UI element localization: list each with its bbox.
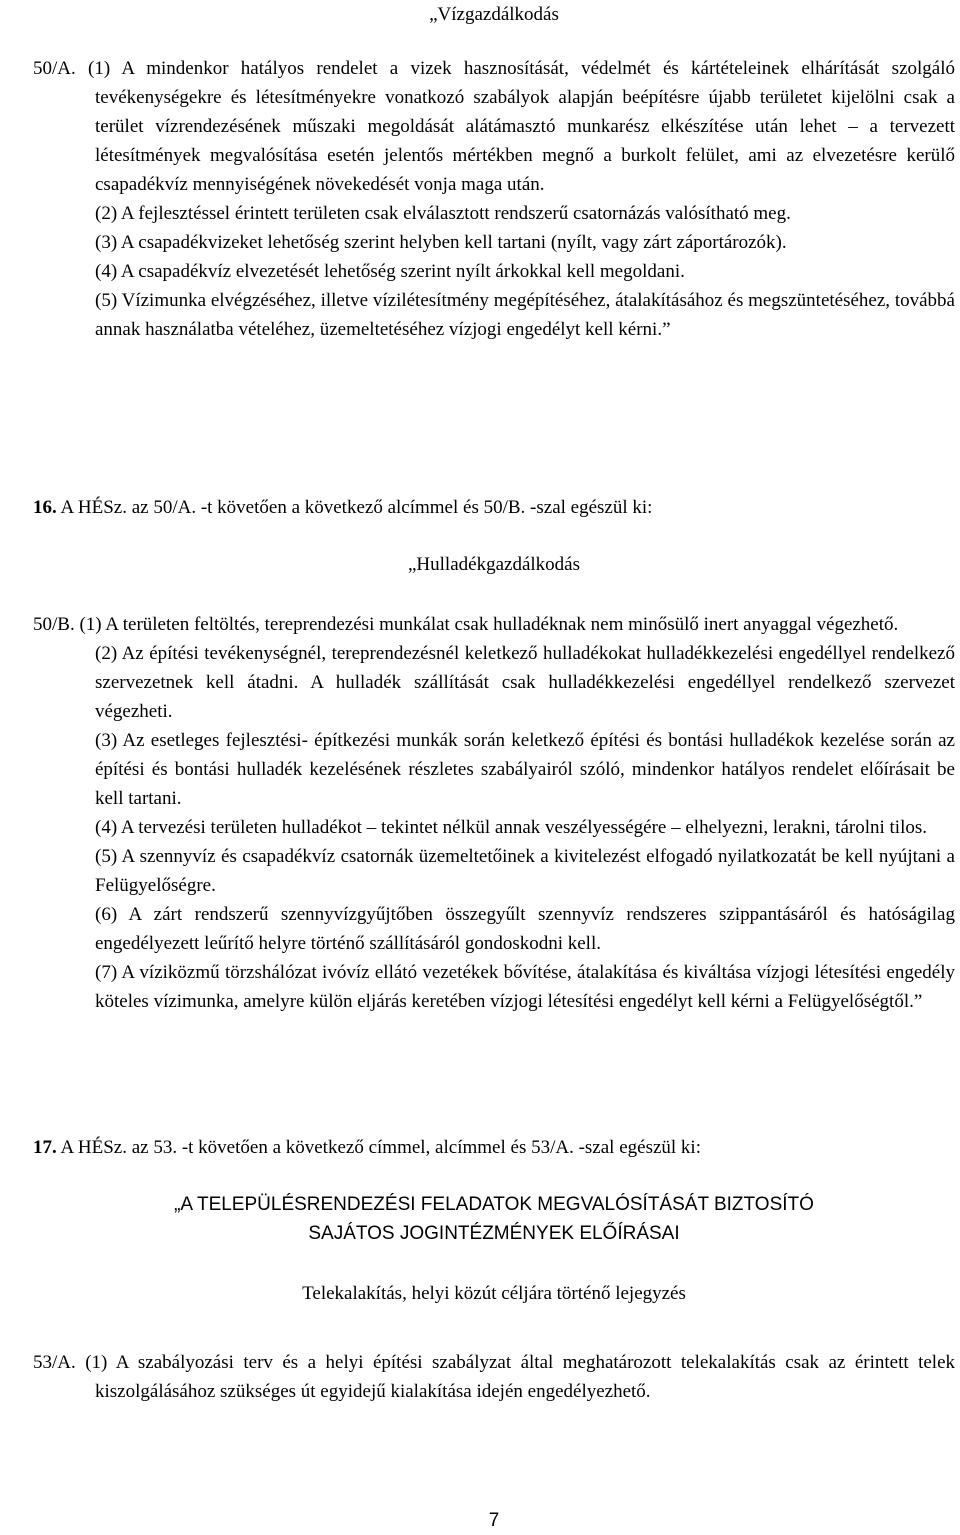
point-16-number: 16. bbox=[33, 497, 57, 518]
point-16 bbox=[33, 493, 955, 522]
heading-telepulesrendezesi-line-2: SAJÁTOS JOGINTÉZMÉNYEK ELŐÍRÁSAI bbox=[308, 1223, 680, 1244]
section-50b-paragraph-4: (4) A tervezési területen hulladékot – tekintet nélkül annak veszélyességére – elhelyezni, lerakni, tárolni tilos. bbox=[95, 817, 928, 838]
section-53a bbox=[33, 1348, 955, 1406]
section-50b-paragraph-6: (6) A zárt rendszerű szennyvízgyűjtőben összegyűlt szennyvíz rendszeres szippantásáról és hatóságilag engedélyezett leűrítő helyre történő szállításáról gondoskodni kell. bbox=[95, 904, 955, 954]
section-50b-paragraph-3: (3) Az esetleges fejlesztési- építkezési munkák során keletkező építési és bontási hulladékok kezelése során az építési és bontási hulladék kezelésének részletes szabályairól szóló, mindenkor hatályos rendelet előírásait be kell tartani. bbox=[95, 730, 955, 809]
heading-vizgazdalkodas: „Vízgazdálkodás bbox=[429, 4, 559, 25]
heading-telekalakitas: Telekalakítás, helyi közút céljára történő lejegyzés bbox=[302, 1283, 686, 1304]
section-50a-paragraph-3: (3) A csapadékvizeket lehetőség szerint helyben kell tartani (nyílt, vagy zárt záportározók). bbox=[95, 232, 787, 253]
section-50a-paragraph-5: (5) Vízimunka elvégzéséhez, illetve vízilétesítmény megépítéséhez, átalakításához és megszüntetéséhez, továbbá annak használatba vételéhez, üzemeltetéséhez vízjogi engedélyt kell kérni.” bbox=[95, 290, 955, 340]
section-50b-paragraph-2: (2) Az építési tevékenységnél, tereprendezésnél keletkező hulladékokat hulladékkezelési engedéllyel rendelkező szervezetnek kell átadni. A hulladék szállítását csak hulladékkezelési engedéllyel rendelkező szervezet végezheti. bbox=[95, 643, 955, 722]
section-50b-paragraph-1: 50/B. (1) A területen feltöltés, tereprendezési munkálat csak hulladéknak nem minősülő inert anyaggal végezhető. bbox=[33, 614, 899, 635]
point-17-text: A HÉSz. az 53. -t követően a következő címmel, alcímmel és 53/A. -szal egészül ki: bbox=[56, 1137, 701, 1158]
section-53a-paragraph-1: 53/A. (1) A szabályozási terv és a helyi építési szabályzat által meghatározott telekalakítás csak az érintett telek kiszolgálásához szükséges út egyidejű kialakítása idején engedélyezhető. bbox=[33, 1352, 955, 1402]
section-50b-paragraph-5: (5) A szennyvíz és csapadékvíz csatornák üzemeltetőinek a kivitelezést elfogadó nyilatkozatát be kell nyújtani a Felügyelőségre. bbox=[95, 846, 955, 896]
section-50a-paragraph-2: (2) A fejlesztéssel érintett területen csak elválasztott rendszerű csatornázás valósítható meg. bbox=[95, 203, 791, 224]
point-17 bbox=[33, 1133, 955, 1162]
section-50a-paragraph-4: (4) A csapadékvíz elvezetését lehetőség szerint nyílt árkokkal kell megoldani. bbox=[95, 261, 685, 282]
section-50a-paragraph-1: 50/A. (1) A mindenkor hatályos rendelet a vizek hasznosítását, védelmét és kártételeinek elhárítását szolgáló tevékenységekre és létesítményekre vonatkozó szabályok alapján beépítésre újabb területet kijelölni csak a terület vízrendezésének műszaki megoldását alátámasztó munkarész elkészítése után lehet – a tervezett létesítmények megvalósítása esetén jelentős mértékben megnő a burkolt felület, ami az elvezetésre kerülő csapadékvíz mennyiségének növekedését vonja maga után. bbox=[33, 58, 955, 195]
heading-telepulesrendezesi bbox=[33, 1190, 955, 1248]
section-50a bbox=[33, 54, 955, 344]
point-16-text: A HÉSz. az 50/A. -t követően a következő alcímmel és 50/B. -szal egészül ki: bbox=[56, 497, 653, 518]
page-number: 7 bbox=[488, 1510, 500, 1531]
section-50b bbox=[33, 610, 955, 1016]
point-17-number: 17. bbox=[33, 1137, 57, 1158]
heading-hulladekgazdalkodas: „Hulladékgazdálkodás bbox=[408, 554, 580, 575]
section-50b-paragraph-7: (7) A víziközmű törzshálózat ivóvíz ellátó vezetékek bővítése, átalakítása és kiváltása vízjogi létesítési engedély köteles vízimunka, amelyre külön eljárás keretében vízjogi létesítési engedélyt kell kérni a Felügyelőségtől.” bbox=[95, 962, 955, 1012]
heading-telepulesrendezesi-line-1: „A TELEPÜLÉSRENDEZÉSI FELADATOK MEGVALÓSÍTÁSÁT BIZTOSÍTÓ bbox=[174, 1194, 814, 1215]
